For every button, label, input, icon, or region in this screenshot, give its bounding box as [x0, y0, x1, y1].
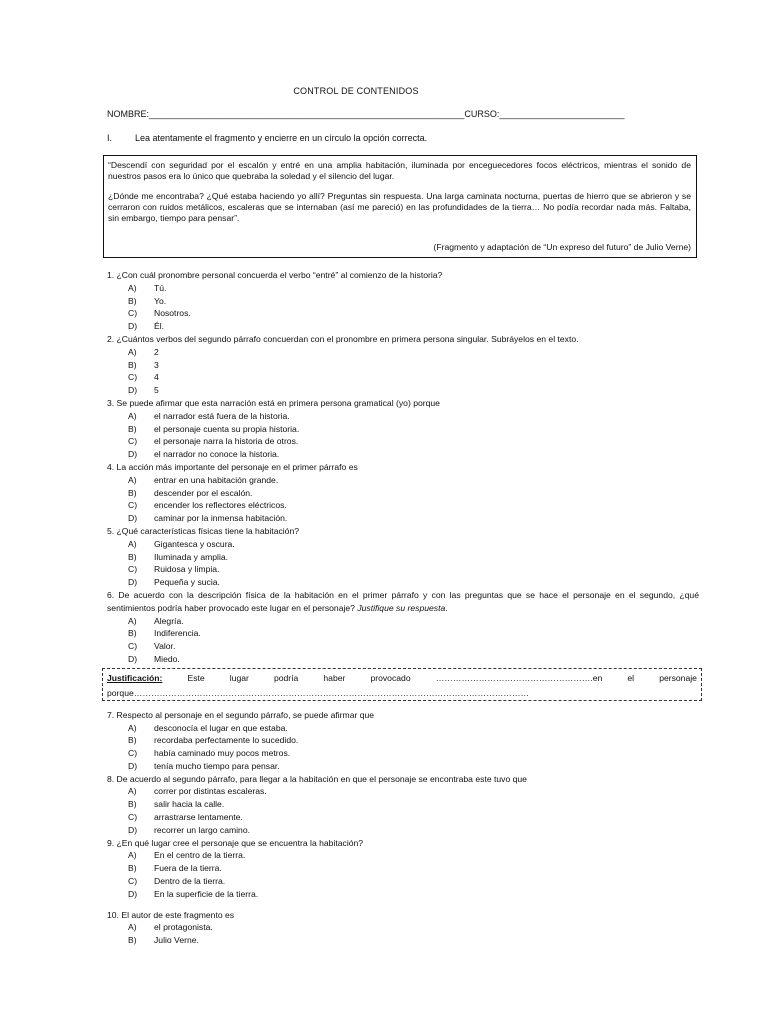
answer-option[interactable]	[107, 760, 699, 773]
answer-option[interactable]	[107, 295, 699, 308]
answer-option[interactable]	[107, 384, 699, 397]
option-text: el protagonista.	[154, 922, 213, 933]
question-4	[107, 461, 699, 474]
answer-option[interactable]	[107, 615, 699, 628]
fragment-paragraph-1: “Descendí con seguridad por el escalón y entré en una amplia habitación, iluminada por enceguecedores focos eléctricos, mientras el sonido de nuestros pasos era lo único que quebraba la soledad y el silencio del lugar.	[108, 160, 691, 181]
option-text: Fuera de la tierra.	[154, 863, 222, 874]
option-letter: C)	[128, 372, 138, 383]
option-letter: D)	[128, 321, 138, 332]
page-title: CONTROL DE CONTENIDOS	[293, 86, 419, 96]
option-letter: A)	[128, 410, 137, 421]
question-8	[107, 773, 699, 786]
option-text: salir hacia la calle.	[154, 799, 225, 810]
justification-line-1	[107, 671, 697, 686]
option-letter: B)	[128, 935, 137, 946]
option-letter: A)	[128, 538, 137, 549]
answer-option[interactable]	[107, 934, 699, 947]
answer-option[interactable]	[107, 875, 699, 888]
option-text: Alegría.	[154, 615, 184, 626]
option-letter: B)	[128, 423, 137, 434]
question-text: 10. El autor de este fragmento es	[107, 909, 235, 920]
answer-option[interactable]	[107, 320, 699, 333]
option-text: Nosotros.	[154, 308, 191, 319]
option-text: desconocía el lugar en que estaba.	[154, 722, 288, 733]
justification-box[interactable]	[102, 668, 702, 701]
option-letter: D)	[128, 385, 138, 396]
answer-option[interactable]	[107, 563, 699, 576]
option-letter: A)	[128, 922, 137, 933]
option-text: Iluminada y amplia.	[154, 551, 229, 562]
fragment-source: (Fragmento y adaptación de “Un expreso del futuro” de Julio Verne)	[433, 242, 691, 252]
option-letter: B)	[128, 551, 137, 562]
option-letter: B)	[128, 295, 137, 306]
option-letter: B)	[128, 487, 137, 498]
answer-option[interactable]	[107, 653, 699, 666]
option-text: 5	[154, 385, 159, 396]
question-text: 8. De acuerdo al segundo párrafo, para llegar a la habitación en que el personaje se encontraba este tuvo que	[107, 773, 527, 784]
option-text: el narrador no conoce la historia.	[154, 449, 280, 460]
option-letter: B)	[128, 735, 137, 746]
option-letter: D)	[128, 653, 138, 664]
reading-fragment-box	[103, 155, 697, 258]
option-letter: A)	[128, 346, 137, 357]
option-letter: B)	[128, 863, 137, 874]
answer-option[interactable]	[107, 371, 699, 384]
answer-option[interactable]	[107, 747, 699, 760]
question-6: 6. De acuerdo con la descripción física de la habitación en el primer párrafo y con las preguntas que se hace el personaje en el segundo, ¿qué sentimientos podría haber provocado este lugar en el personaje? Justifique su respuesta.	[107, 589, 699, 613]
option-letter: D)	[128, 824, 138, 835]
answer-option[interactable]	[107, 346, 699, 359]
question-1	[107, 269, 699, 282]
question-10	[107, 909, 699, 922]
answer-option[interactable]	[107, 435, 699, 448]
option-letter: C)	[128, 641, 138, 652]
answer-option[interactable]	[107, 410, 699, 423]
option-letter: D)	[128, 449, 138, 460]
option-letter: C)	[128, 308, 138, 319]
question-instruction-italic: Justifique su respuesta	[357, 602, 446, 613]
option-text: entrar en una habitación grande.	[154, 474, 279, 485]
instruction-number: I.	[107, 133, 113, 143]
option-text: encender los reflectores eléctricos.	[154, 500, 287, 511]
fragment-paragraph-2: ¿Dónde me encontraba? ¿Qué estaba haciendo yo allí? Preguntas sin respuesta. Una larga caminata nocturna, puertas de hierro que se abrieron y se cerraron con ruidos metálicos, escaleras que se internaban (así me pareció) en las profundidades de la tierra… No podía recordar nada más. Faltaba, sin embargo, tiempo para pensar”.	[108, 191, 691, 223]
option-letter: A)	[128, 850, 137, 861]
option-letter: C)	[128, 876, 138, 887]
option-text: Tú.	[154, 282, 167, 293]
option-letter: B)	[128, 799, 137, 810]
option-text: En la superficie de la tierra.	[154, 888, 259, 899]
option-text: Pequeña y sucia.	[154, 577, 220, 588]
option-letter: A)	[128, 615, 137, 626]
option-text: Valor.	[154, 641, 176, 652]
question-text: 3. Se puede afirmar que esta narración está en primera persona gramatical (yo) porque	[107, 397, 440, 408]
question-text: 2. ¿Cuántos verbos del segundo párrafo concuerdan con el pronombre en primera persona singular. Subráyelos en el texto.	[107, 333, 579, 344]
option-letter: A)	[128, 722, 137, 733]
option-text: Yo.	[154, 295, 167, 306]
option-text: Dentro de la tierra.	[154, 876, 226, 887]
option-text: el personaje cuenta su propia historia.	[154, 423, 300, 434]
option-text: el personaje narra la historia de otros.	[154, 436, 299, 447]
answer-option[interactable]	[107, 282, 699, 295]
option-letter: A)	[128, 282, 137, 293]
option-letter: D)	[128, 888, 138, 899]
question-text: 7. Respecto al personaje en el segundo párrafo, se puede afirmar que	[107, 709, 375, 720]
question-9	[107, 837, 699, 850]
option-text: recorrer un largo camino.	[154, 824, 251, 835]
option-letter: D)	[128, 760, 138, 771]
justification-word: haber	[323, 672, 346, 683]
question-text: 1. ¿Con cuál pronombre personal concuerda el verbo “entré” al comienzo de la historia?	[107, 270, 443, 280]
option-text: el narrador está fuera de la historia.	[154, 410, 290, 421]
option-letter: B)	[128, 628, 137, 639]
name-course-line: NOMBRE:_______________________________________________________________CURSO:_________________________	[107, 109, 625, 119]
question-text: 6. De acuerdo con la descripción física de la habitación en el primer párrafo y con las preguntas que se hace el personaje en el segundo, ¿qué sentimientos podría haber provocado este lugar en el personaje?	[107, 589, 699, 613]
option-text: descender por el escalón.	[154, 487, 253, 498]
instruction	[107, 133, 427, 143]
justification-line-2: porque…………………………………………………………………………………………………………………………	[107, 687, 530, 698]
option-text: En el centro de la tierra.	[154, 850, 246, 861]
answer-option[interactable]	[107, 474, 699, 487]
option-letter: D)	[128, 577, 138, 588]
justification-word: ……………………………………………….en	[435, 672, 603, 683]
option-text: arrastrarse lentamente.	[154, 812, 243, 823]
option-letter: B)	[128, 359, 137, 370]
answer-option[interactable]	[107, 359, 699, 372]
option-text: había caminado muy pocos metros.	[154, 748, 291, 759]
option-text: caminar por la inmensa habitación.	[154, 513, 288, 524]
option-text: Ruidosa y limpia.	[154, 564, 220, 575]
justification-label: Justificación:	[107, 672, 163, 683]
answer-option[interactable]	[107, 627, 699, 640]
answer-option[interactable]	[107, 499, 699, 512]
question-2	[107, 333, 699, 346]
option-letter: A)	[128, 786, 137, 797]
answer-option[interactable]	[107, 307, 699, 320]
question-text: 9. ¿En qué lugar cree el personaje que se encuentra la habitación?	[107, 837, 364, 848]
option-letter: C)	[128, 500, 138, 511]
answer-option[interactable]	[107, 722, 699, 735]
answer-option[interactable]	[107, 512, 699, 525]
question-text: 4. La acción más importante del personaje en el primer párrafo es	[107, 461, 358, 472]
justification-word: el	[627, 672, 635, 683]
option-text: correr por distintas escaleras.	[154, 786, 267, 797]
option-letter: A)	[128, 474, 137, 485]
answer-option[interactable]	[107, 640, 699, 653]
option-letter: C)	[128, 748, 138, 759]
instruction-text: Lea atentamente el fragmento y encierre en un círculo la opción correcta.	[135, 133, 428, 143]
option-text: Miedo.	[154, 653, 180, 664]
answer-option[interactable]	[107, 423, 699, 436]
option-text: 2	[154, 346, 159, 357]
option-letter: C)	[128, 812, 138, 823]
answer-option[interactable]	[107, 785, 699, 798]
justification-word: provocado	[370, 672, 411, 683]
option-text: Julio Verne.	[154, 935, 199, 946]
option-text: 3	[154, 359, 159, 370]
option-letter: C)	[128, 564, 138, 575]
justification-word: lugar	[229, 672, 249, 683]
option-letter: D)	[128, 513, 138, 524]
option-text: tenía mucho tiempo para pensar.	[154, 760, 280, 771]
option-text: recordaba perfectamente lo sucedido.	[154, 735, 299, 746]
question-list	[107, 269, 699, 947]
answer-option[interactable]	[107, 487, 699, 500]
question-spacer	[107, 901, 699, 909]
answer-option[interactable]	[107, 824, 699, 837]
option-text: Gigantesca y oscura.	[154, 538, 235, 549]
answer-option[interactable]	[107, 862, 699, 875]
option-text: Él.	[154, 321, 165, 332]
question-spacer	[107, 701, 699, 709]
question-5	[107, 525, 699, 538]
answer-option[interactable]	[107, 448, 699, 461]
answer-option[interactable]	[107, 888, 699, 901]
answer-option[interactable]	[107, 734, 699, 747]
question-7	[107, 709, 699, 722]
justification-word: podría	[273, 672, 299, 683]
justification-word: Este	[187, 672, 205, 683]
question-3	[107, 397, 699, 410]
answer-option[interactable]	[107, 849, 699, 862]
answer-option[interactable]	[107, 538, 699, 551]
option-letter: C)	[128, 436, 138, 447]
answer-option[interactable]	[107, 551, 699, 564]
answer-option[interactable]	[107, 798, 699, 811]
answer-option[interactable]	[107, 921, 699, 934]
justification-word: personaje	[659, 672, 697, 683]
answer-option[interactable]	[107, 576, 699, 589]
answer-option[interactable]	[107, 811, 699, 824]
question-text: 5. ¿Qué características físicas tiene la habitación?	[107, 525, 300, 536]
option-text: 4	[154, 372, 159, 383]
option-text: Indiferencia.	[154, 628, 201, 639]
